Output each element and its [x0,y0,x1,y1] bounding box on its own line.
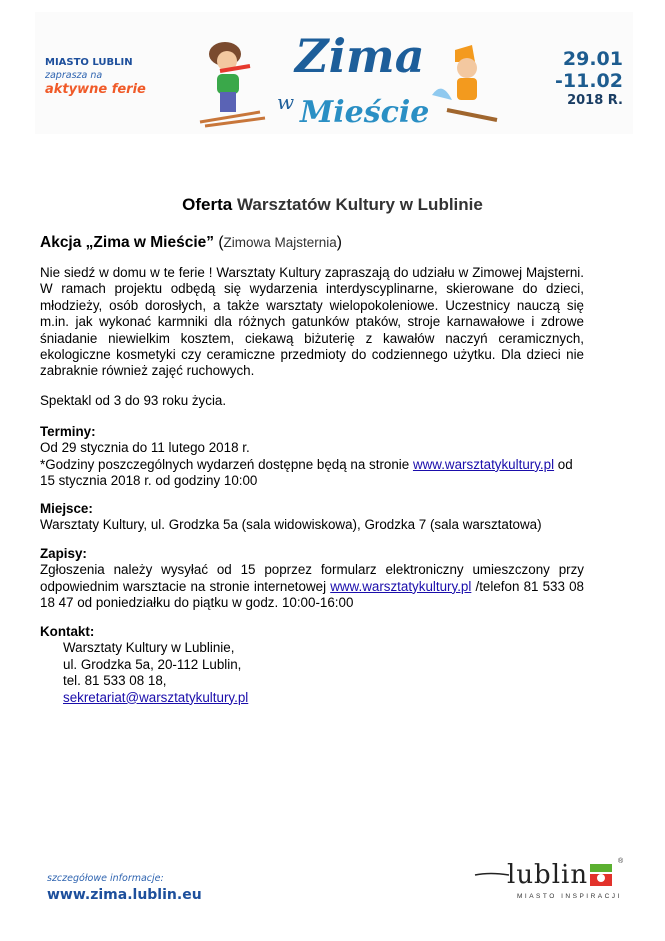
kontakt-phone: tel. 81 533 08 18, [63,673,167,689]
event-dates [555,48,623,110]
terminy-section [40,424,584,490]
kontakt-email-link[interactable]: sekretariat@warsztatykultury.pl [63,689,249,705]
logo-miescie-text: Mieście [300,95,430,130]
akcja-label: Akcja „Zima w Mieście” [40,234,215,251]
year: 2018 R. [567,93,623,108]
terminy-note-end: od 15 stycznia 2018 r. od godziny 10:00 [40,456,573,489]
zapisy-section [40,546,584,612]
title-part1: Oferta [182,195,233,214]
registered-mark: ® [618,858,624,865]
header-banner [35,12,633,134]
logo-swash-icon [475,872,509,878]
kontakt-section [40,624,584,706]
date-from: 29.01 [562,48,623,70]
zapisy-text: Zgłoszenia należy wysyłać od 15 poprzez formularz elektroniczny umieszczony przy odpowiednim warsztacie na stronie internetowej [40,562,584,594]
terminy-note: *Godziny poszczególnych wydarzeń dostępne będą na stronie [40,456,413,472]
kontakt-address: ul. Grodzka 5a, 20-112 Lublin, [63,656,242,672]
logo-zima-text: Zima [295,29,425,83]
lublin-logo [475,858,630,908]
lublin-gate-icon [588,862,614,888]
miejsce-heading: Miejsce: [40,501,93,516]
miejsce-text: Warsztaty Kultury, ul. Grodzka 5a (sala widowiskowa), Grodzka 7 (sala warsztatowa) [40,517,542,533]
terminy-dates: Od 29 stycznia do 11 lutego 2018 r. [40,440,250,456]
sledder-illustration-icon [427,40,507,125]
intro-paragraph: Nie siedź w domu w te ferie ! Warsztaty Kultury zapraszają do udziału w Zimowej Majsterni. W ramach projektu odbędą się wydarzenia interdyscyplinarne, skierowane do dzieci, młodzieży, osób dorosłych, a także warsztaty wielopokoleniowe. Uczestnicy nauczą się m.in. jak wykonać karmniki dla różnych gatunków ptaków, stroje karnawałowe i zdrowe śniadanie niewielkim kosztem, ciekawą biżuterię z kawałów naczyń ceramicznych, ekologiczne kosmetyki czy ceramiczne przedmioty do codziennego użytku. Dla dzieci nie zabraknie również zajęć ruchowych. [40,265,584,379]
terminy-heading: Terminy: [40,424,96,439]
organizer-block [45,57,146,97]
age-info: Spektakl od 3 do 93 roku życia. [40,393,227,408]
invites-text: zaprasza na [45,70,103,81]
logo-word: lublin [507,860,589,890]
slogan: aktywne ferie [45,82,146,97]
zapisy-link[interactable]: www.warsztatykultury.pl [330,578,472,594]
info-label: szczegółowe informacje: [47,873,164,884]
footer-info [47,873,202,903]
organizer-name: MIASTO LUBLIN [45,57,133,68]
skier-illustration-icon [195,34,270,129]
title-part2: Warsztatów Kultury w Lublinie [236,195,483,214]
logo-tagline: MIASTO INSPIRACJI [517,893,622,900]
warsztaty-link[interactable]: www.warsztatykultury.pl [412,456,555,472]
page-title [0,195,665,215]
kontakt-name: Warsztaty Kultury w Lublinie, [63,640,235,656]
zapisy-heading: Zapisy: [40,546,87,561]
logo-w-text: w [277,90,295,114]
date-to: -11.02 [555,70,623,92]
akcja-sub: Zimowa Majsternia [223,235,337,250]
section-heading: Akcja „Zima w Mieście” (Zimowa Majsternia) [40,234,342,251]
info-url: www.zima.lublin.eu [47,887,202,903]
zima-w-miescie-logo [265,14,430,134]
zapisy-text-end: /telefon 81 533 08 18 47 od poniedziałku do piątku w godz. 10:00-16:00 [40,578,584,611]
miejsce-section [40,501,584,534]
kontakt-heading: Kontakt: [40,624,95,639]
